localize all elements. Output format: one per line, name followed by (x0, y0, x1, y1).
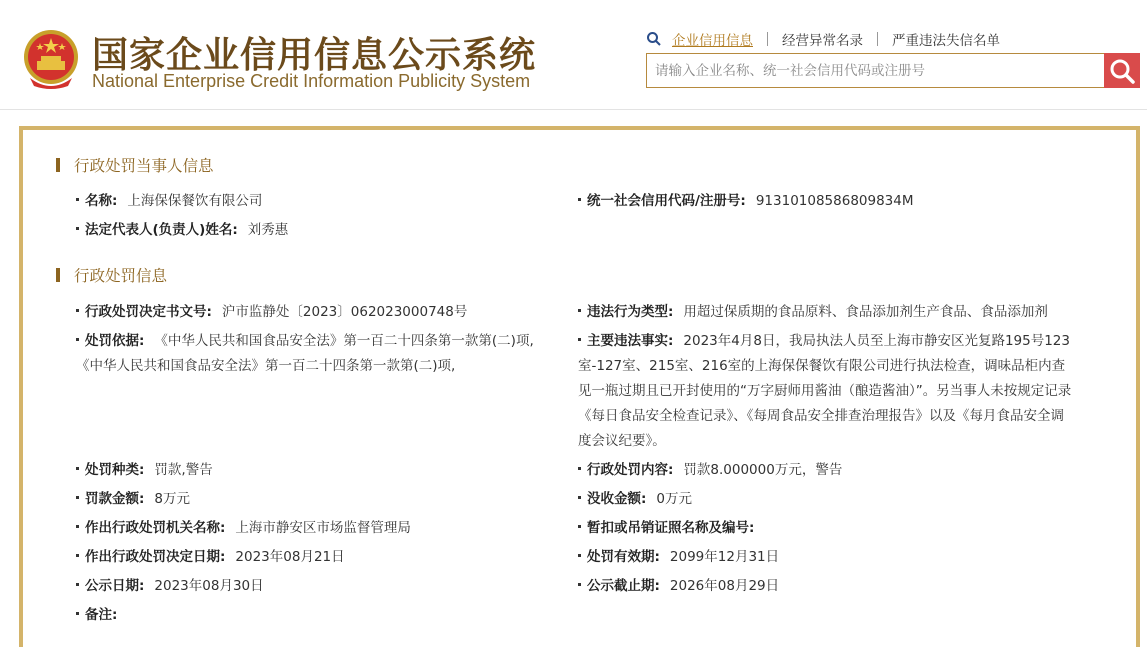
field-decision-no: 行政处罚决定书文号: 沪市监静处〔2023〕062023000748号 (76, 300, 467, 325)
nav-link-abnormal-list[interactable]: 经营异常名录 (782, 33, 863, 49)
search-input[interactable] (647, 54, 1105, 87)
nav-link-credit-info[interactable]: 企业信用信息 (672, 33, 753, 49)
site-title-en: National Enterprise Credit Information Publicity System (92, 71, 531, 91)
section-marker (56, 158, 60, 172)
field-publish-date: 公示日期: 2023年08月30日 (76, 574, 264, 599)
field-remarks: 备注: (76, 603, 127, 628)
section-title-penalty: 行政处罚信息 (56, 264, 167, 286)
search-box (646, 53, 1106, 88)
field-penalty-kind: 处罚种类: 罚款,警告 (76, 458, 213, 483)
search-icon (646, 31, 662, 47)
nav-divider (877, 32, 878, 46)
site-header (0, 0, 1147, 110)
field-name: 名称: 上海保保餐饮有限公司 (76, 189, 262, 214)
field-publish-end: 公示截止期: 2026年08月29日 (578, 574, 779, 599)
field-license-revoked: 暂扣或吊销证照名称及编号: (578, 516, 764, 541)
field-main-facts: 主要违法事实: 2023年4月8日，我局执法人员至上海市静安区光复路195号123室-127室、215室、216室的上海保保餐饮有限公司进行执法检查，调味品柜内查见一瓶过期且已开封使用的“万字厨师用酱油（酿造酱油）”。另当事人未按规定记录《每日食品安全检查记录》、《每周食品安全排查治理报告》以及《每月食品安全调度会议纪要》。 (578, 333, 1072, 449)
field-credit-code: 统一社会信用代码/注册号: 91310108586809834M (578, 189, 914, 214)
field-violation-type: 违法行为类型: 用超过保质期的食品原料、食品添加剂生产食品、食品添加剂 (578, 300, 1048, 325)
nav-link-blacklist[interactable]: 严重违法失信名单 (892, 33, 1000, 49)
field-decision-date: 作出行政处罚决定日期: 2023年08月21日 (76, 545, 345, 570)
field-basis: 处罚依据: 《中华人民共和国食品安全法》第一百二十四条第一款第(二)项,《中华人民共和国食品安全法》第一百二十四条第一款第(二)项, (76, 333, 534, 374)
section-marker (56, 268, 60, 282)
section-title-party: 行政处罚当事人信息 (56, 154, 214, 176)
field-fine-amount: 罚款金额: 8万元 (76, 487, 190, 512)
national-emblem-icon (22, 28, 80, 90)
field-confiscation-amount: 没收金额: 0万元 (578, 487, 692, 512)
field-authority: 作出行政处罚机关名称: 上海市静安区市场监督管理局 (76, 516, 411, 541)
magnifier-icon (1109, 58, 1135, 84)
field-legal-rep: 法定代表人(负责人)姓名: 刘秀惠 (76, 218, 288, 243)
field-penalty-content: 行政处罚内容: 罚款8.000000万元，警告 (578, 458, 842, 483)
top-nav (646, 30, 1000, 48)
nav-divider (767, 32, 768, 46)
content-panel (19, 126, 1140, 647)
field-valid-until: 处罚有效期: 2099年12月31日 (578, 545, 779, 570)
site-title-cn: 国家企业信用信息公示系统 (92, 35, 537, 76)
search-button[interactable] (1104, 53, 1140, 88)
